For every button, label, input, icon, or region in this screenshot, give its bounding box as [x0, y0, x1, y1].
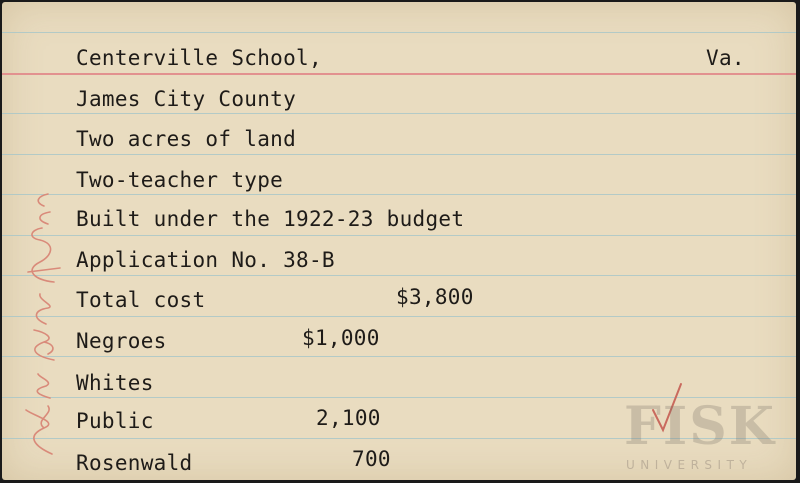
- public-value: 2,100: [316, 406, 381, 430]
- county-line: James City County: [76, 87, 297, 111]
- total-cost-label: Total cost: [76, 288, 206, 312]
- whites-label: Whites: [76, 371, 154, 395]
- state-abbrev: Va.: [706, 46, 745, 70]
- total-cost-value: $3,800: [396, 285, 474, 309]
- watermark-logo: FISK: [624, 396, 776, 457]
- ruled-line: [2, 356, 796, 357]
- ruled-line: [2, 235, 796, 236]
- red-margin-rule: [2, 73, 796, 75]
- ruled-line: [2, 113, 796, 114]
- ruled-line: [2, 154, 796, 155]
- school-name: Centerville School,: [76, 46, 322, 70]
- type-line: Two-teacher type: [76, 168, 284, 192]
- ruled-line: [2, 194, 796, 195]
- land-line: Two acres of land: [76, 127, 297, 151]
- watermark-subtitle: UNIVERSITY: [626, 458, 753, 472]
- index-card: [2, 2, 796, 480]
- handwritten-note-signature: [4, 184, 74, 464]
- ruled-line: [2, 316, 796, 317]
- negroes-value: $1,000: [302, 326, 380, 350]
- rosenwald-label: Rosenwald: [76, 451, 193, 475]
- ruled-line: [2, 32, 796, 33]
- negroes-label: Negroes: [76, 329, 167, 353]
- public-label: Public: [76, 409, 154, 433]
- rosenwald-value: 700: [352, 447, 391, 471]
- budget-line: Built under the 1922-23 budget: [76, 207, 465, 231]
- application-line: Application No. 38-B: [76, 248, 335, 272]
- ruled-line: [2, 275, 796, 276]
